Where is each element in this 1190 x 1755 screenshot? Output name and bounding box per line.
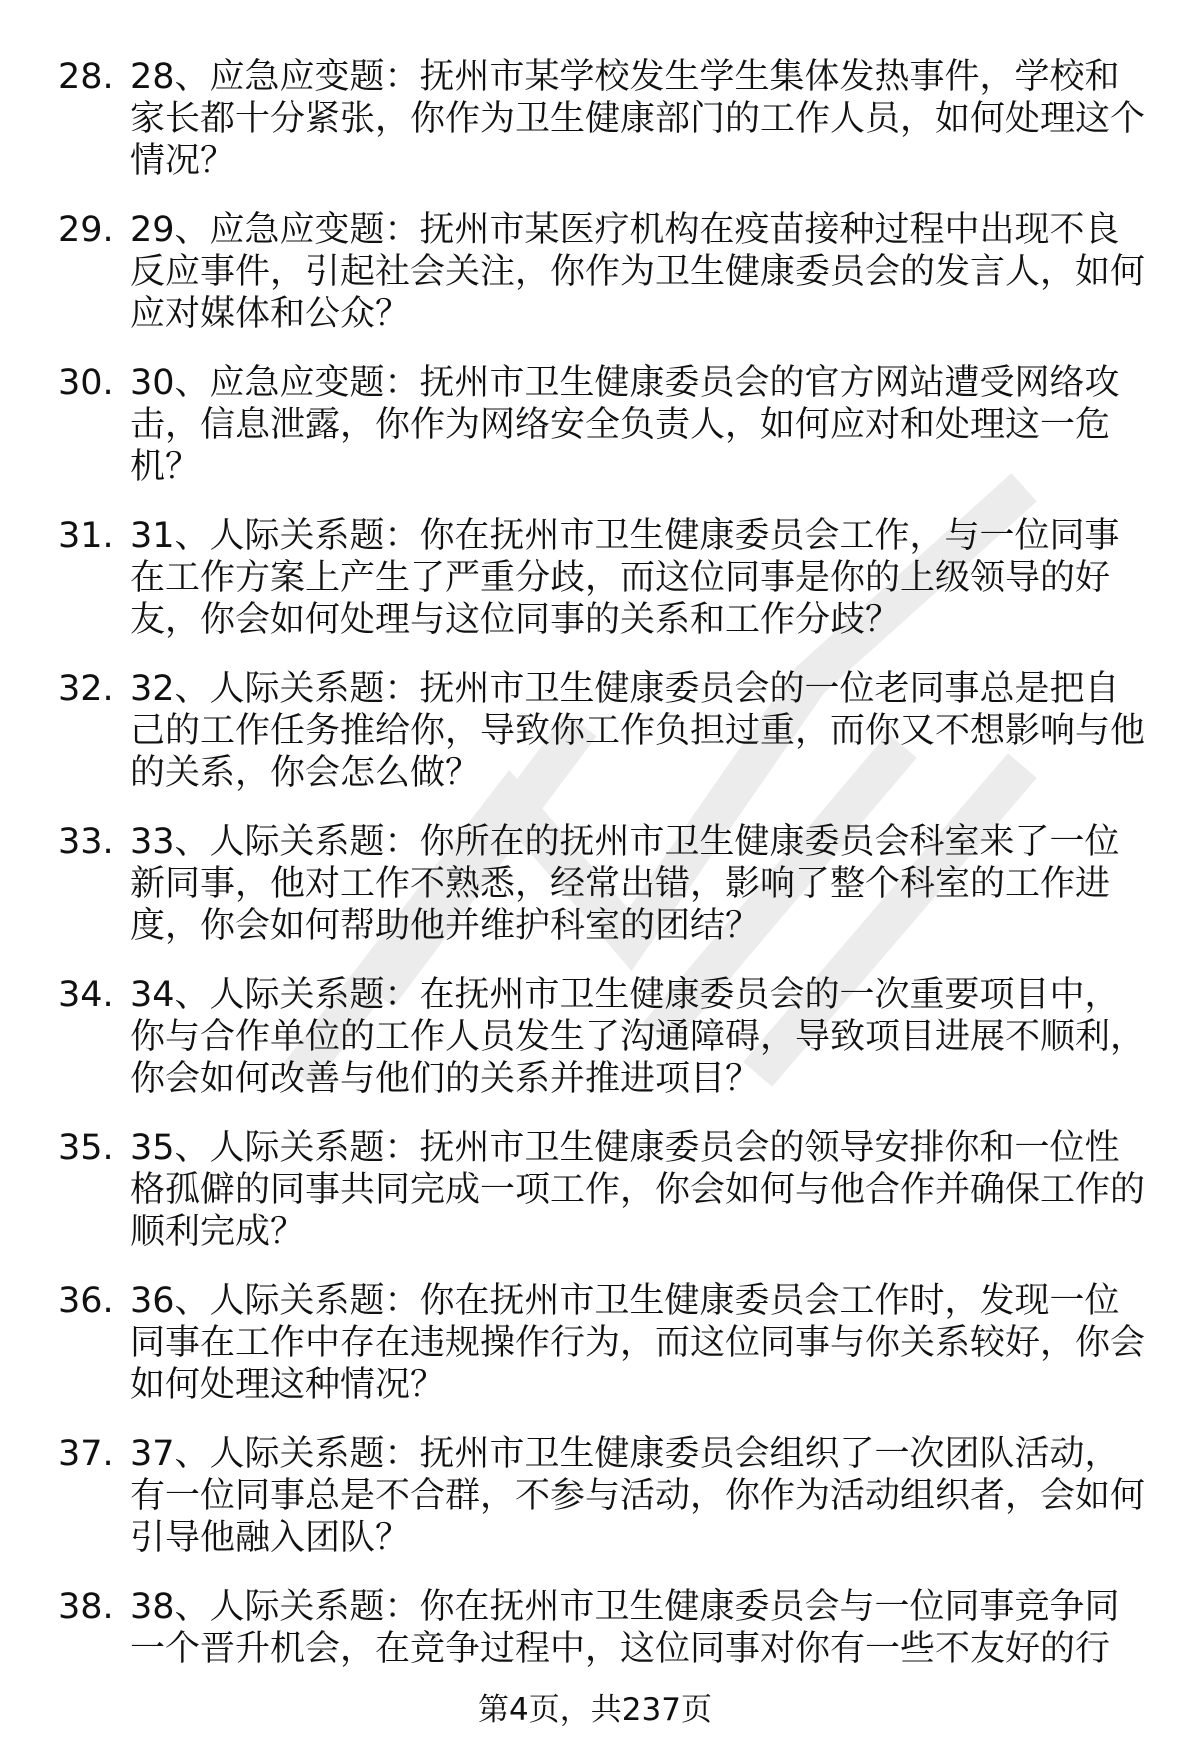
- question-number: 38.: [58, 1587, 114, 1627]
- question-text: 33、人际关系题：你所在的抚州市卫生健康委员会科室来了一位新同事，他对工作不熟悉，经常出错，影响了整个科室的工作进度，你会如何帮助他并维护科室的团结？: [130, 822, 1120, 946]
- question-item-33: [58, 821, 1148, 947]
- question-item-38: [58, 1586, 1148, 1670]
- question-text: 31、人际关系题：你在抚州市卫生健康委员会工作，与一位同事在工作方案上产生了严重分歧，而这位同事是你的上级领导的好友，你会如何处理与这位同事的关系和工作分歧？: [130, 516, 1120, 640]
- question-text: 29、应急应变题：抚州市某医疗机构在疫苗接种过程中出现不良反应事件，引起社会关注，你作为卫生健康委员会的发言人，如何应对媒体和公众？: [130, 210, 1146, 334]
- question-text: 37、人际关系题：抚州市卫生健康委员会组织了一次团队活动，有一位同事总是不合群，不参与活动，你作为活动组织者，会如何引导他融入团队？: [130, 1434, 1146, 1558]
- question-item-36: [58, 1280, 1148, 1406]
- question-number: 28.: [58, 57, 114, 97]
- question-text: 34、人际关系题：在抚州市卫生健康委员会的一次重要项目中，你与合作单位的工作人员发生了沟通障碍，导致项目进展不顺利，你会如何改善与他们的关系并推进项目？: [130, 975, 1146, 1099]
- question-text: 38、人际关系题：你在抚州市卫生健康委员会与一位同事竞争同一个晋升机会，在竞争过程中，这位同事对你有一些不友好的行: [130, 1587, 1120, 1669]
- question-item-34: [58, 974, 1148, 1100]
- question-item-29: [58, 209, 1148, 335]
- question-number: 36.: [58, 1281, 114, 1321]
- page-footer: 第4页，共237页: [478, 1692, 712, 1728]
- question-text: 28、应急应变题：抚州市某学校发生学生集体发热事件，学校和家长都十分紧张，你作为卫生健康部门的工作人员，如何处理这个情况？: [130, 57, 1146, 181]
- question-number: 33.: [58, 822, 114, 862]
- question-number: 32.: [58, 669, 114, 709]
- question-text: 32、人际关系题：抚州市卫生健康委员会的一位老同事总是把自己的工作任务推给你，导致你工作负担过重，而你又不想影响与他的关系，你会怎么做？: [130, 669, 1146, 793]
- question-number: 34.: [58, 975, 114, 1015]
- question-number: 29.: [58, 210, 114, 250]
- question-number: 30.: [58, 363, 114, 403]
- question-text: 30、应急应变题：抚州市卫生健康委员会的官方网站遭受网络攻击，信息泄露，你作为网络安全负责人，如何应对和处理这一危机？: [130, 363, 1120, 487]
- question-text: 35、人际关系题：抚州市卫生健康委员会的领导安排你和一位性格孤僻的同事共同完成一项工作，你会如何与他合作并确保工作的顺利完成？: [130, 1128, 1146, 1252]
- question-number: 35.: [58, 1128, 114, 1168]
- question-item-37: [58, 1433, 1148, 1559]
- question-item-28: [58, 56, 1148, 182]
- question-item-31: [58, 515, 1148, 641]
- question-text: 36、人际关系题：你在抚州市卫生健康委员会工作时，发现一位同事在工作中存在违规操作行为，而这位同事与你关系较好，你会如何处理这种情况？: [130, 1281, 1146, 1405]
- question-number: 31.: [58, 516, 114, 556]
- question-item-30: [58, 362, 1148, 488]
- question-list: [58, 56, 1148, 1697]
- question-item-32: [58, 668, 1148, 794]
- question-number: 37.: [58, 1434, 114, 1474]
- question-item-35: [58, 1127, 1148, 1253]
